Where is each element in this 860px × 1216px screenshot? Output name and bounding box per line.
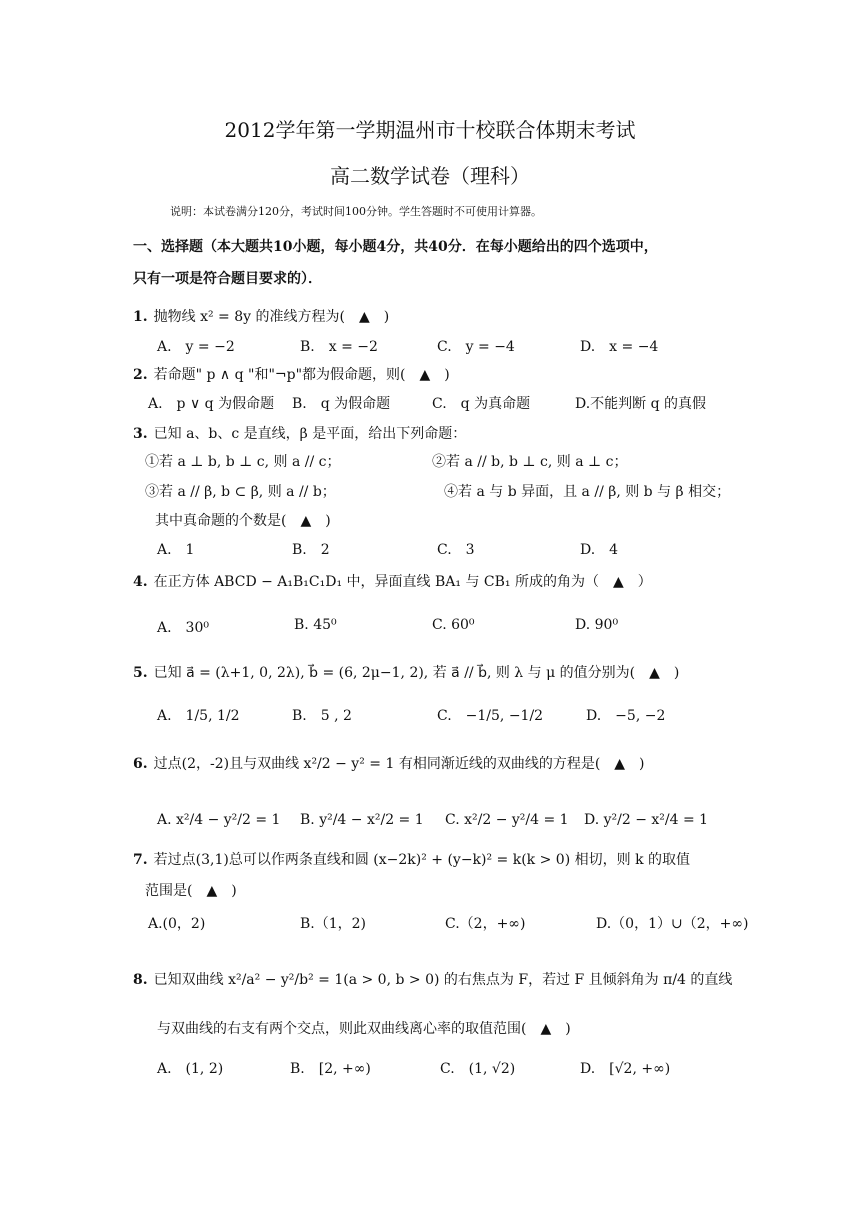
option-c: C. x²/2 − y²/4 = 1 xyxy=(445,812,569,828)
question-text: 在正方体 ABCD − A₁B₁C₁D₁ 中，异面直线 BA₁ 与 CB₁ 所成的角为（ ▲ ） xyxy=(153,574,652,590)
option-c: C. 3 xyxy=(437,542,475,558)
question-number: 8. xyxy=(133,972,148,988)
question-2-stem xyxy=(133,364,450,384)
proposition-1: ①若 a ⊥ b, b ⊥ c, 则 a // c； xyxy=(145,454,341,470)
question-7-stem xyxy=(133,849,690,869)
question-3-stem xyxy=(133,423,466,443)
option-b: B. q 为假命题 xyxy=(292,396,391,412)
option-a: A. 1/5, 1/2 xyxy=(157,708,240,724)
proposition-2: ②若 a // b, b ⊥ c, 则 a ⊥ c； xyxy=(432,454,628,470)
option-d: D. [√2, +∞) xyxy=(580,1061,671,1077)
option-d: D. −5, −2 xyxy=(586,708,666,724)
question-8-stem xyxy=(133,969,732,989)
question-number: 2. xyxy=(133,367,148,383)
option-c: C. q 为真命题 xyxy=(432,396,531,412)
option-d: D. y²/2 − x²/4 = 1 xyxy=(584,812,709,828)
option-a: A. 1 xyxy=(157,542,195,558)
question-4-stem xyxy=(133,571,652,591)
question-text: 若命题" p ∧ q "和"¬p"都为假命题，则( ▲ ) xyxy=(153,367,450,383)
exam-note: 说明：本试卷满分120分，考试时间100分钟。学生答题时不可使用计算器。 xyxy=(170,205,542,218)
option-a: A. 30⁰ xyxy=(157,620,209,636)
question-3-tail: 其中真命题的个数是( ▲ ) xyxy=(155,513,331,529)
option-b: B. y²/4 − x²/2 = 1 xyxy=(300,812,424,828)
exam-title: 2012学年第一学期温州市十校联合体期末考试 xyxy=(224,118,636,142)
question-text: 抛物线 x² = 8y 的准线方程为( ▲ ) xyxy=(153,309,390,325)
option-b: B.（1，2) xyxy=(300,916,367,932)
question-text: 已知双曲线 x²/a² − y²/b² = 1(a > 0, b > 0) 的右焦点为 F，若过 F 且倾斜角为 π/4 的直线 xyxy=(153,972,733,988)
option-c: C. y = −4 xyxy=(437,339,515,355)
question-number: 5. xyxy=(133,665,148,681)
option-d: D. 4 xyxy=(580,542,619,558)
question-number: 4. xyxy=(133,574,148,590)
option-a: A. y = −2 xyxy=(157,339,235,355)
option-b: B. 45⁰ xyxy=(294,617,337,633)
option-a: A. p ∨ q 为假命题 xyxy=(148,396,275,412)
option-d: D. 90⁰ xyxy=(575,617,619,633)
question-number: 7. xyxy=(133,852,148,868)
option-d: D. x = −4 xyxy=(580,339,659,355)
option-c: C.（2，+∞) xyxy=(445,916,526,932)
option-c: C. 60⁰ xyxy=(432,617,475,633)
option-a: A.(0，2) xyxy=(148,916,206,932)
option-b: B. 5 , 2 xyxy=(292,708,352,724)
option-b: B. [2, +∞) xyxy=(290,1061,371,1077)
question-6-stem xyxy=(133,753,645,773)
proposition-3: ③若 a // β, b ⊂ β, 则 a // b； xyxy=(145,484,336,500)
option-b: B. x = −2 xyxy=(300,339,378,355)
question-text: 过点(2，-2)且与双曲线 x²/2 − y² = 1 有相同渐近线的双曲线的方程是( ▲ ) xyxy=(153,756,645,772)
question-7-tail: 范围是( ▲ ) xyxy=(145,883,237,899)
question-1-stem xyxy=(133,306,389,326)
question-text: 已知 a⃗ = (λ+1, 0, 2λ), b⃗ = (6, 2μ−1, 2), 若 a⃗ // b⃗, 则 λ 与 μ 的值分别为( ▲ ) xyxy=(153,665,680,681)
option-a: A. (1, 2) xyxy=(157,1061,224,1077)
option-c: C. (1, √2) xyxy=(440,1061,516,1077)
question-number: 3. xyxy=(133,426,148,442)
section-heading-line2: 只有一项是符合题目要求的）． xyxy=(133,271,322,287)
option-d: D.不能判断 q 的真假 xyxy=(575,396,707,412)
option-c: C. −1/5, −1/2 xyxy=(437,708,544,724)
question-8-tail: 与双曲线的右支有两个交点，则此双曲线离心率的取值范围( ▲ ) xyxy=(157,1021,571,1037)
option-a: A. x²/4 − y²/2 = 1 xyxy=(157,812,281,828)
exam-subtitle: 高二数学试卷（理科） xyxy=(330,164,530,188)
question-text: 若过点(3,1)总可以作两条直线和圆 (x−2k)² + (y−k)² = k(k > 0) 相切，则 k 的取值 xyxy=(153,852,690,868)
question-text: 已知 a、b、c 是直线，β 是平面，给出下列命题： xyxy=(153,426,467,442)
section-heading-line1: 一、选择题（本大题共10小题，每小题4分，共40分．在每小题给出的四个选项中， xyxy=(133,239,658,255)
question-5-stem xyxy=(133,662,679,682)
option-d: D.（0，1）∪（2，+∞) xyxy=(596,916,749,932)
proposition-4: ④若 a 与 b 异面，且 a // β, 则 b 与 β 相交； xyxy=(444,484,731,500)
question-number: 1. xyxy=(133,309,148,325)
option-b: B. 2 xyxy=(292,542,330,558)
question-number: 6. xyxy=(133,756,148,772)
